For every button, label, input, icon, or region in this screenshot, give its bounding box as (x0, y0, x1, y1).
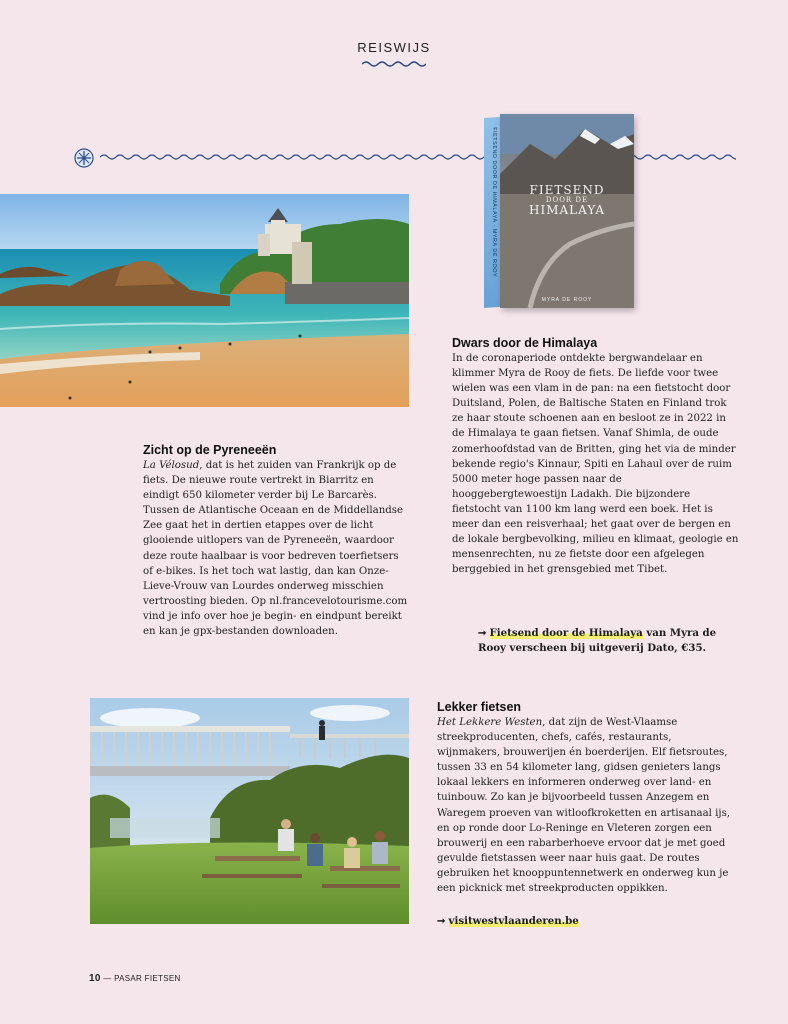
book-title (500, 184, 634, 217)
page-number: 10 (89, 973, 101, 984)
page-footer (89, 973, 181, 984)
arrow-right-icon: ➞ (437, 915, 446, 927)
book-credit (478, 626, 738, 656)
book-front (500, 114, 634, 308)
article-text: , dat zijn de West-Vlaamse streekproducenten, chefs, cafés, restaurants, wijnmakers, brouwerijen én boerderijen. Elf fietsroutes, tussen 33 en 54 kilometer lang, gidsen genieters langs lokaal lekkers en informeren onderweg over land- en tuinbouw. Zo kan je bijvoorbeeld tussen Anzegem en Waregem proeven van witloofkroketten en artisanaal ijs, en op ronde door Lo-Reninge en Vleteren zorgen een brouwerij en een rabarberhoeve ervoor dat je met goed gevulde fietstassen weer naar huis gaat. De routes gebruiken het knooppuntennetwerk en onderweg kun je een picknick met streekproducten oppikken. (437, 717, 731, 895)
website-link[interactable]: visitwestvlaanderen.be (448, 915, 579, 927)
article-lekker-fietsen (437, 700, 737, 896)
book-spine (484, 117, 500, 308)
section-label: REISWIJS (357, 40, 431, 55)
beach-photo (0, 194, 409, 407)
article-body (437, 715, 737, 896)
book-spine-text: FIETSEND DOOR DE HIMALAYA · MYRA DE ROOY (491, 127, 497, 278)
article-body: In de coronaperiode ontdekte bergwandelaar en klimmer Myra de Rooy de fiets. De liefde voor twee wielen was een vlam in de pan: na een fietstocht door Duitsland, Polen, de Baltische Staten en Finland trok ze haar stoute schoenen aan en besloot ze in 2022 in de Himalaya te gaan fietsen. Vanaf Shimla, de oude zomerhoofdstad van de Britten, ging het via de minder bekende regio's Kinnaur, Spiti en Lahaul over de ruim 5000 meter hoge passen naar de hooggebergtewoestijn Ladakh. Die bijzondere fietstocht van 1100 km lang werd een boek. Het is meer dan een reisverhaal; het gaat over de bergen en de lokale bergbevolking, milieu en klimaat, geologie en mensenrechten, nu ze fietste door een afgelegen berggebied in het grensgebied met Tibet. (452, 353, 739, 576)
wave-divider (100, 150, 736, 164)
arrow-right-icon: ➞ (478, 627, 487, 639)
article-body (143, 458, 409, 639)
website-credit (437, 914, 737, 929)
book-title-line2: DOOR DE (545, 195, 589, 204)
article-himalaya (452, 336, 740, 577)
publication-name: PASAR FIETSEN (114, 974, 181, 983)
wave-underline-icon (362, 60, 426, 68)
article-pyreneeen (143, 443, 409, 639)
article-lead: La Vélosud (143, 460, 200, 471)
compass-icon (74, 148, 94, 168)
footer-dash: — (103, 974, 112, 983)
article-lead: Het Lekkere Westen (437, 717, 543, 728)
book-title-line3: HIMALAYA (529, 202, 605, 217)
article-text: , dat is het zuiden van Frankrijk op de fiets. De nieuwe route vertrekt in Biarritz en eindigt 650 kilometer verder bij Le Barcarès. Tussen de Atlantische Oceaan en de Middellandse Zee gaat het in dertien etappes over de licht glooiende uitlopers van de Pyreneeën, waardoor deze route haalbaar is voor bedreven toerfietsers of e-bikes. Is het toch wat lastig, dan kan Onze-Lieve-Vrouw van Lourdes onderweg misschien vertroosting bieden. Op nl.francevelotourisme.com vind je info over hoe je begin- en eindpunt bereikt en kan je gpx-bestanden downloaden. (143, 460, 408, 638)
book-credit-title: Fietsend door de Himalaya (489, 627, 643, 639)
book-author: MYRA DE ROOY (541, 297, 593, 303)
picnic-photo (90, 698, 409, 924)
book-credit-text: van Myra de Rooy verscheen bij uitgeverij Dato, €35. (478, 627, 717, 655)
article-heading: Lekker fietsen (437, 700, 522, 714)
book-title-line1: FIETSEND (529, 183, 605, 197)
article-heading: Zicht op de Pyreneeën (143, 443, 277, 457)
book-cover (484, 114, 634, 308)
article-heading: Dwars door de Himalaya (452, 336, 598, 350)
